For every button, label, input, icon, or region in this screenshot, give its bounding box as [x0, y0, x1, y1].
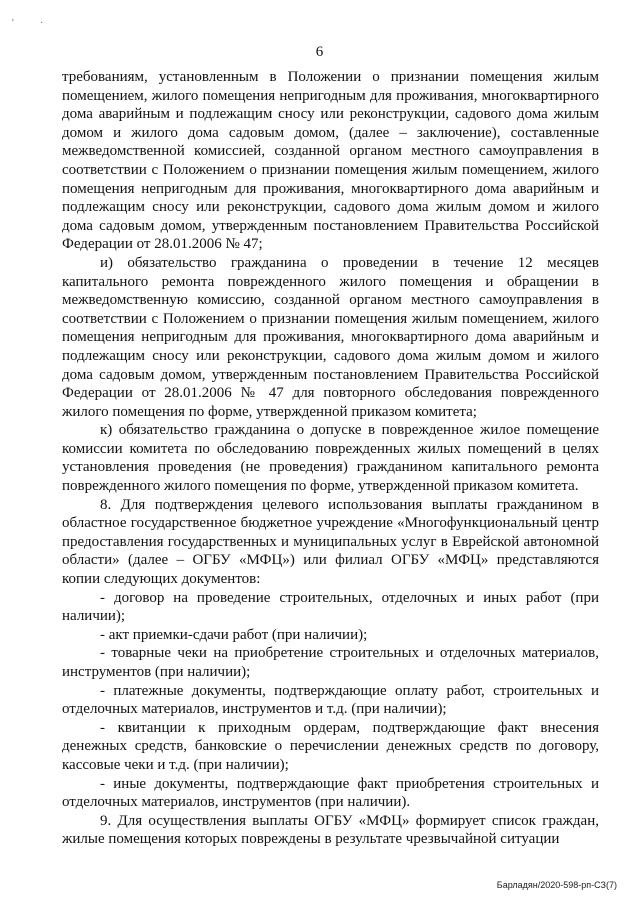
list-item: - иные документы, подтверждающие факт приобретения строительных и отделочных материалов, инструментов (при наличии).: [62, 775, 599, 811]
paragraph: 9. Для осуществления выплаты ОГБУ «МФЦ» формирует список граждан, жилые помещения которых повреждены в результате чрезвычайной ситуации: [62, 812, 599, 848]
document-footer-code: Барладян/2020-598-рп-СЗ(7): [496, 880, 617, 890]
list-item: - квитанции к приходным ордерам, подтверждающие факт внесения денежных средств, банковские о перечислении денежных средств по договору, кассовые чеки и т.д. (при наличии);: [62, 719, 599, 773]
list-item: - договор на проведение строительных, отделочных и иных работ (при наличии);: [62, 589, 599, 625]
body-text: [62, 68, 599, 849]
list-item: - акт приемки-сдачи работ (при наличии);: [100, 626, 368, 643]
list-item: - товарные чеки на приобретение строительных и отделочных материалов, инструментов (при наличии);: [62, 645, 599, 680]
page-number: 6: [315, 44, 324, 60]
list-item: - платежные документы, подтверждающие оплату работ, строительных и отделочных материалов, инструментов и т.д. (при наличии);: [62, 682, 599, 718]
paragraph: и) обязательство гражданина о проведении в течение 12 месяцев капитального ремонта поврежденного жилого помещения и обращении в межведомственную комиссию, созданной органом местного самоуправления в соответствии с Положением о признании помещения жилым помещением, жилого помещения непригодным для проживания, многоквартирного дома аварийным и подлежащим сносу или реконструкции, садового дома жилым домом и жилого дома садовым домом, утвержденным постановлением Правительства Российской Федерации от 28.01.2006 № 47 для повторного обследования поврежденного жилого помещения по форме, утвержденной приказом комитета;: [62, 254, 599, 420]
paragraph: требованиям, установленным в Положении о признании помещения жилым помещением, жилого помещения непригодным для проживания, многоквартирного дома аварийным и подлежащим сносу или реконструкции, садового дома жилым домом и жилого дома садовым домом, (далее – заключение), составленные межведомственной комиссией, созданной органом местного самоуправления в соответствии с Положением о признании помещения жилым помещением, жилого помещения непригодным для проживания, многоквартирного дома аварийным и подлежащим сносу или реконструкции, садового дома жилым домом и жилого дома садовым домом, утвержденным постановлением Правительства Российской Федерации от 28.01.2006 № 47;: [62, 69, 599, 253]
scan-mark: ·: [40, 18, 44, 29]
scan-mark: ': [12, 18, 14, 29]
paragraph: 8. Для подтверждения целевого использования выплаты гражданином в областное государственное бюджетное учреждение «Многофункциональный центр предоставления государственных и муниципальных услуг в Еврейской автономной области» (далее – ОГБУ «МФЦ») или филиал ОГБУ «МФЦ» представляются копии следующих документов:: [62, 496, 599, 588]
paragraph: к) обязательство гражданина о допуске в поврежденное жилое помещение комиссии комитета по обследованию поврежденных жилых помещений в целях установления проведения (не проведения) гражданином капитального ремонта поврежденного жилого помещения по форме, утвержденной приказом комитета.: [62, 422, 599, 495]
